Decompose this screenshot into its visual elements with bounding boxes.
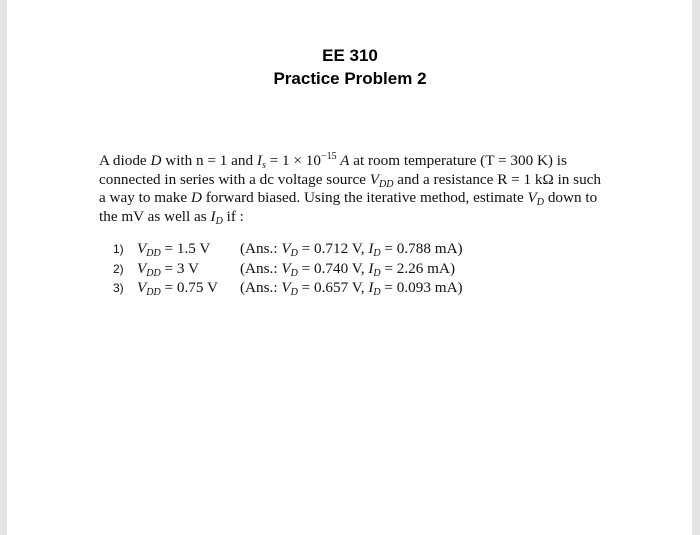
part-number: 3)	[113, 281, 124, 295]
part-number: 2)	[113, 261, 124, 276]
course-title: EE 310	[322, 46, 378, 65]
part-condition: $V_{DD} = 1.5$ V	[137, 240, 211, 259]
part-condition: $V_{DD} = 3$ V	[137, 259, 199, 279]
problem-title: Practice Problem 2	[273, 69, 427, 88]
part-answer: (Ans.: $V_D = 0.712$ V, $I_D = 0.788$ mA)	[240, 240, 463, 259]
part-answer: (Ans.: $V_D = 0.657$ V, $I_D = 0.093$ mA)	[240, 279, 463, 298]
part-number: 1)	[113, 242, 124, 256]
part-answer: (Ans.: $V_D = 0.740$ V, $I_D = 2.26$ mA)	[240, 259, 455, 279]
part-condition: $V_{DD} = 0.75$ V	[137, 279, 218, 298]
problem-statement: A diode D with n = 1 and $I_s = 1 \times 10^{-15}$ A at room temperature (T = 300 K) is connected in series with a dc voltage source $V_{DD}$ and a resistance R = 1 kΩ in such a way to make D forward biased. Using the iterative method, estimate $V_D$ down to the mV as well as $I_D$ if :	[99, 151, 602, 227]
